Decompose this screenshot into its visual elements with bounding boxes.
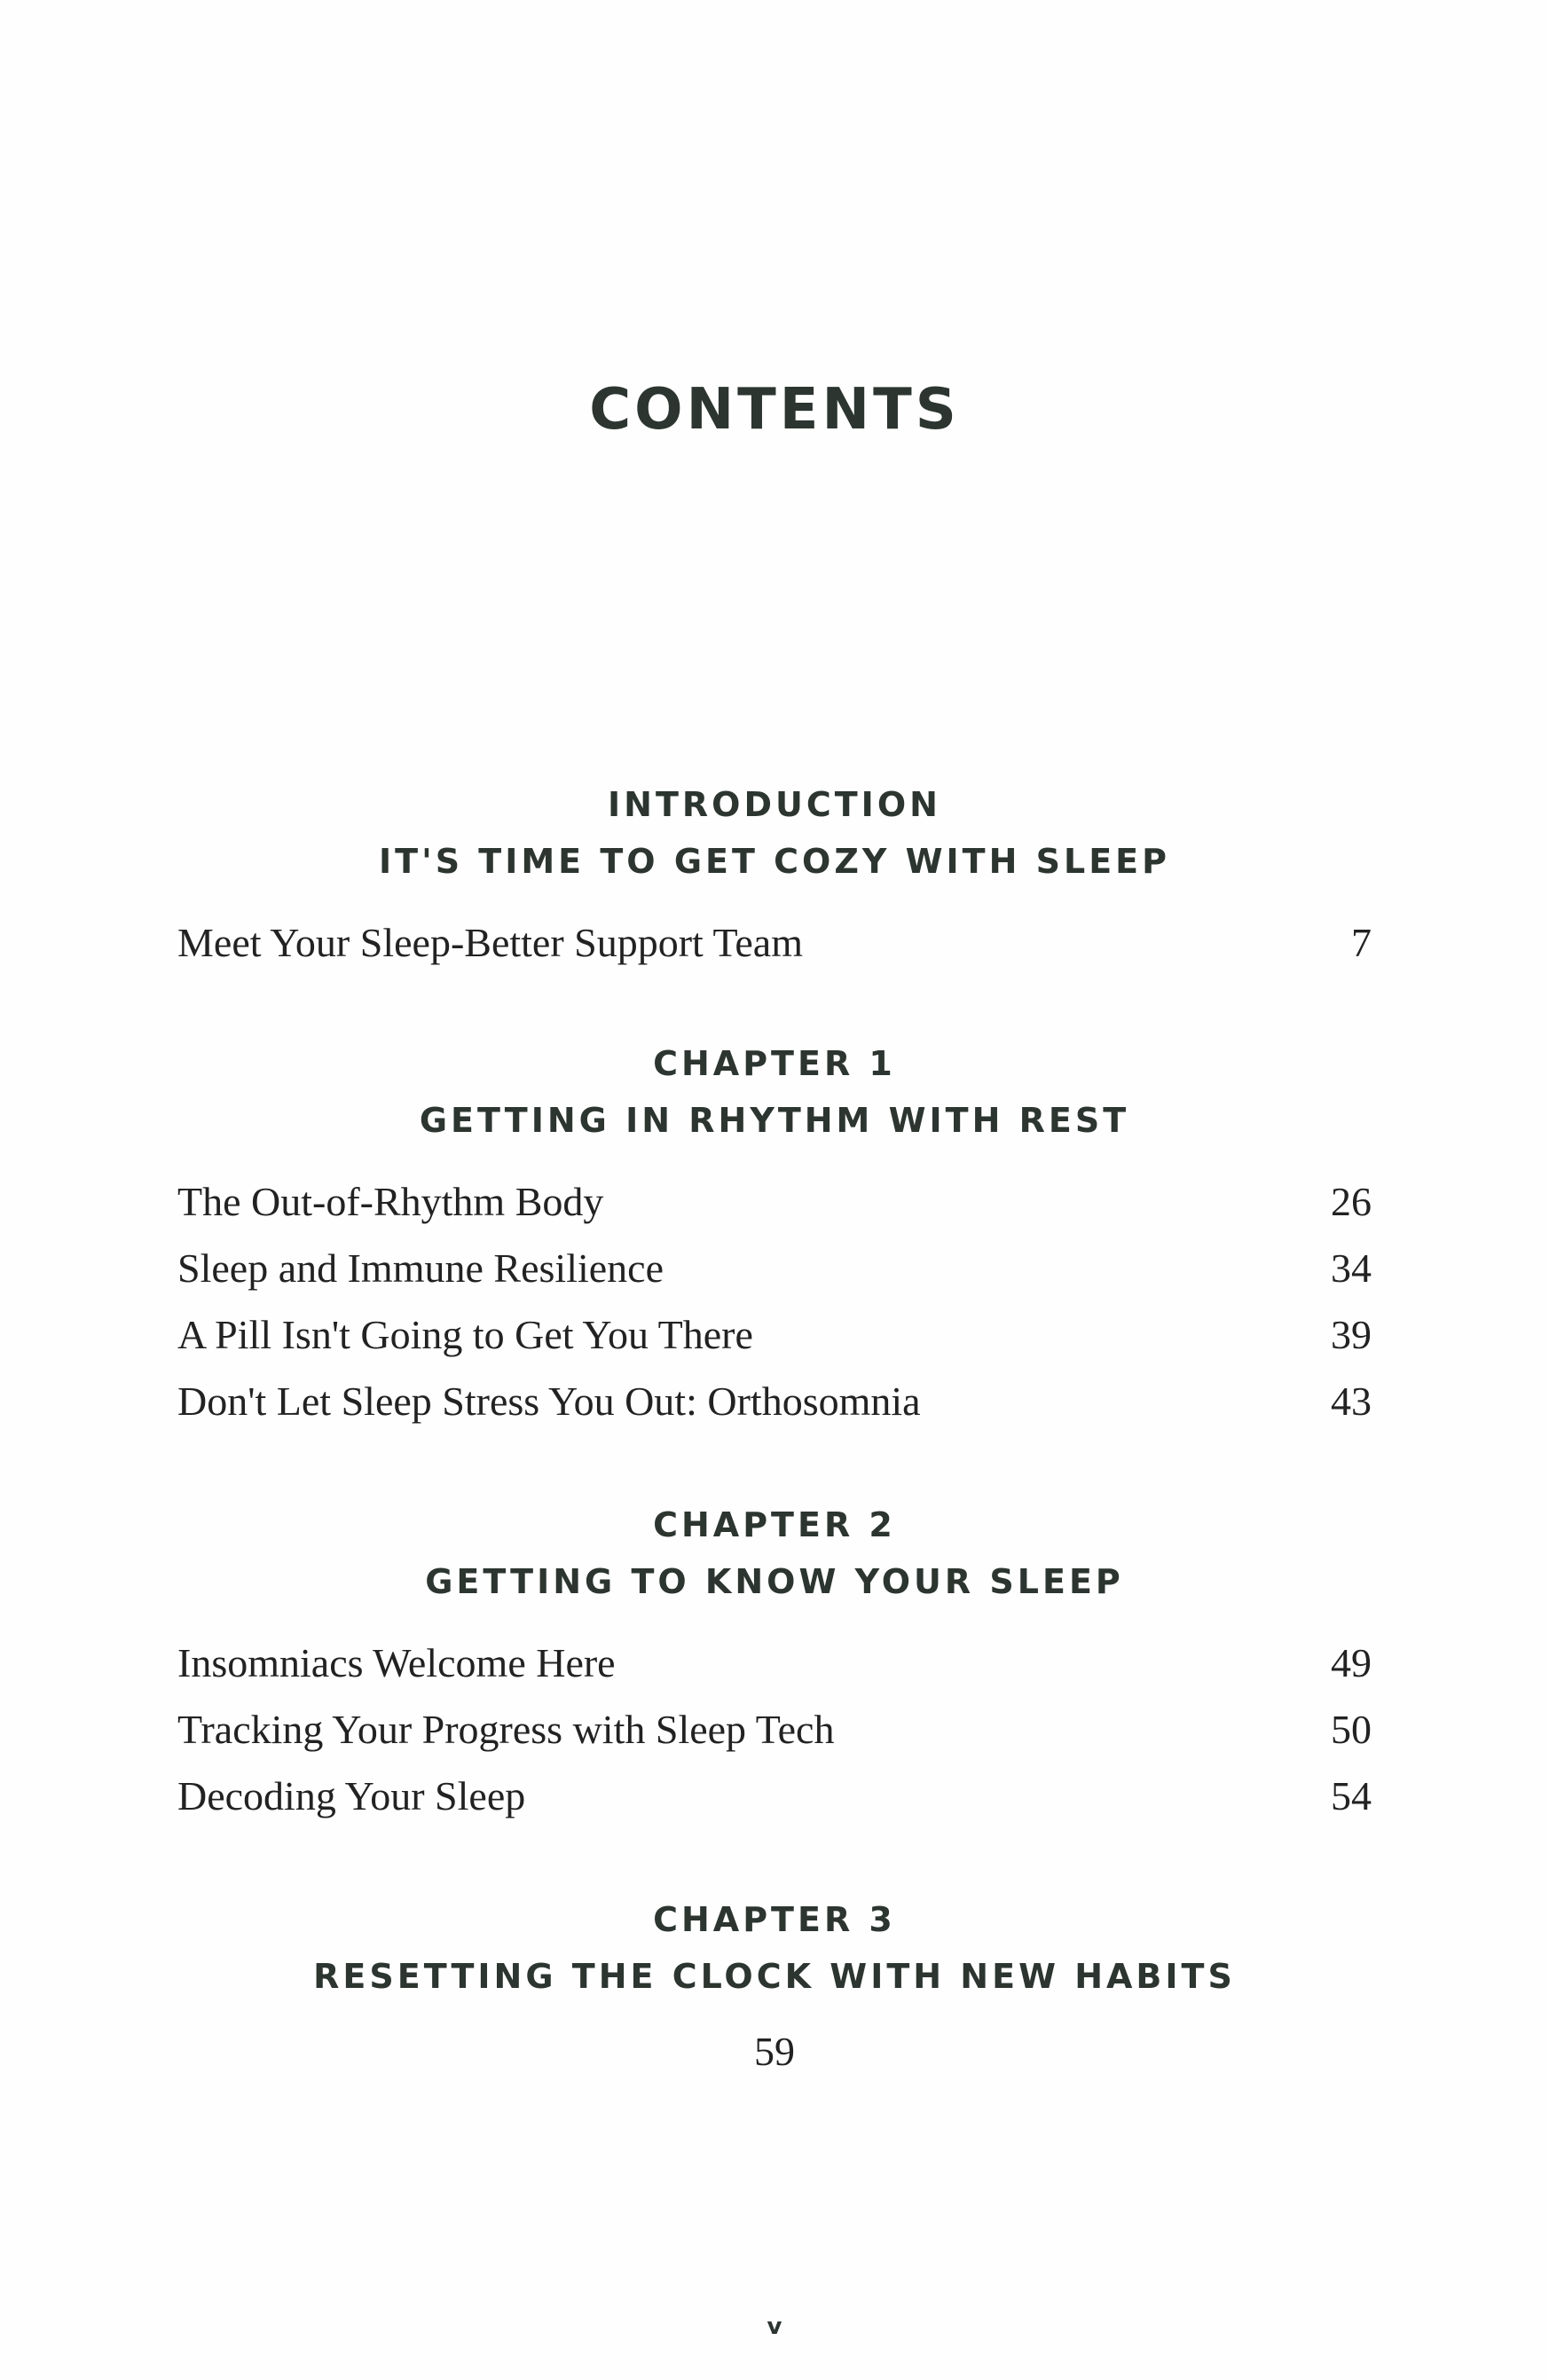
- toc-entry-page: 7: [1351, 920, 1372, 965]
- section-label-introduction: INTRODUCTION: [608, 785, 941, 824]
- toc-entry-title: The Out-of-Rhythm Body: [177, 1179, 604, 1224]
- toc-entry-page: 54: [1331, 1773, 1372, 1818]
- toc-entry-title: Sleep and Immune Resilience: [177, 1245, 664, 1291]
- toc-entry-page: 49: [1331, 1640, 1372, 1685]
- toc-entry-title: Tracking Your Progress with Sleep Tech: [177, 1707, 835, 1752]
- toc-entry-page: 34: [1331, 1245, 1372, 1291]
- section-label-chapter-3: CHAPTER 3: [653, 1900, 896, 1939]
- toc-entry-title: Don't Let Sleep Stress You Out: Orthosomnia: [177, 1379, 921, 1424]
- section-label-chapter-2: CHAPTER 2: [653, 1505, 896, 1544]
- toc-entry-page: 26: [1331, 1179, 1372, 1224]
- toc-entry-page: 39: [1331, 1312, 1372, 1357]
- toc-entry-title: A Pill Isn't Going to Get You There: [177, 1312, 753, 1357]
- toc-entry-title: Meet Your Sleep-Better Support Team: [177, 920, 804, 965]
- section-heading-introduction: IT'S TIME TO GET COZY WITH SLEEP: [379, 842, 1170, 881]
- section-heading-chapter-3: RESETTING THE CLOCK WITH NEW HABITS: [313, 1957, 1236, 1996]
- section-label-chapter-1: CHAPTER 1: [653, 1044, 896, 1083]
- toc-entry-page: 50: [1331, 1707, 1372, 1752]
- page-title: CONTENTS: [589, 377, 960, 443]
- toc-chapter-3-page[interactable]: 59: [754, 2029, 795, 2074]
- page-folio: v: [767, 2313, 782, 2340]
- section-heading-chapter-2: GETTING TO KNOW YOUR SLEEP: [425, 1562, 1124, 1601]
- toc-entry-page: 43: [1331, 1379, 1372, 1424]
- section-heading-chapter-1: GETTING IN RHYTHM WITH REST: [419, 1101, 1130, 1140]
- toc-entry-title: Insomniacs Welcome Here: [177, 1640, 616, 1685]
- toc-entry-title: Decoding Your Sleep: [177, 1773, 526, 1818]
